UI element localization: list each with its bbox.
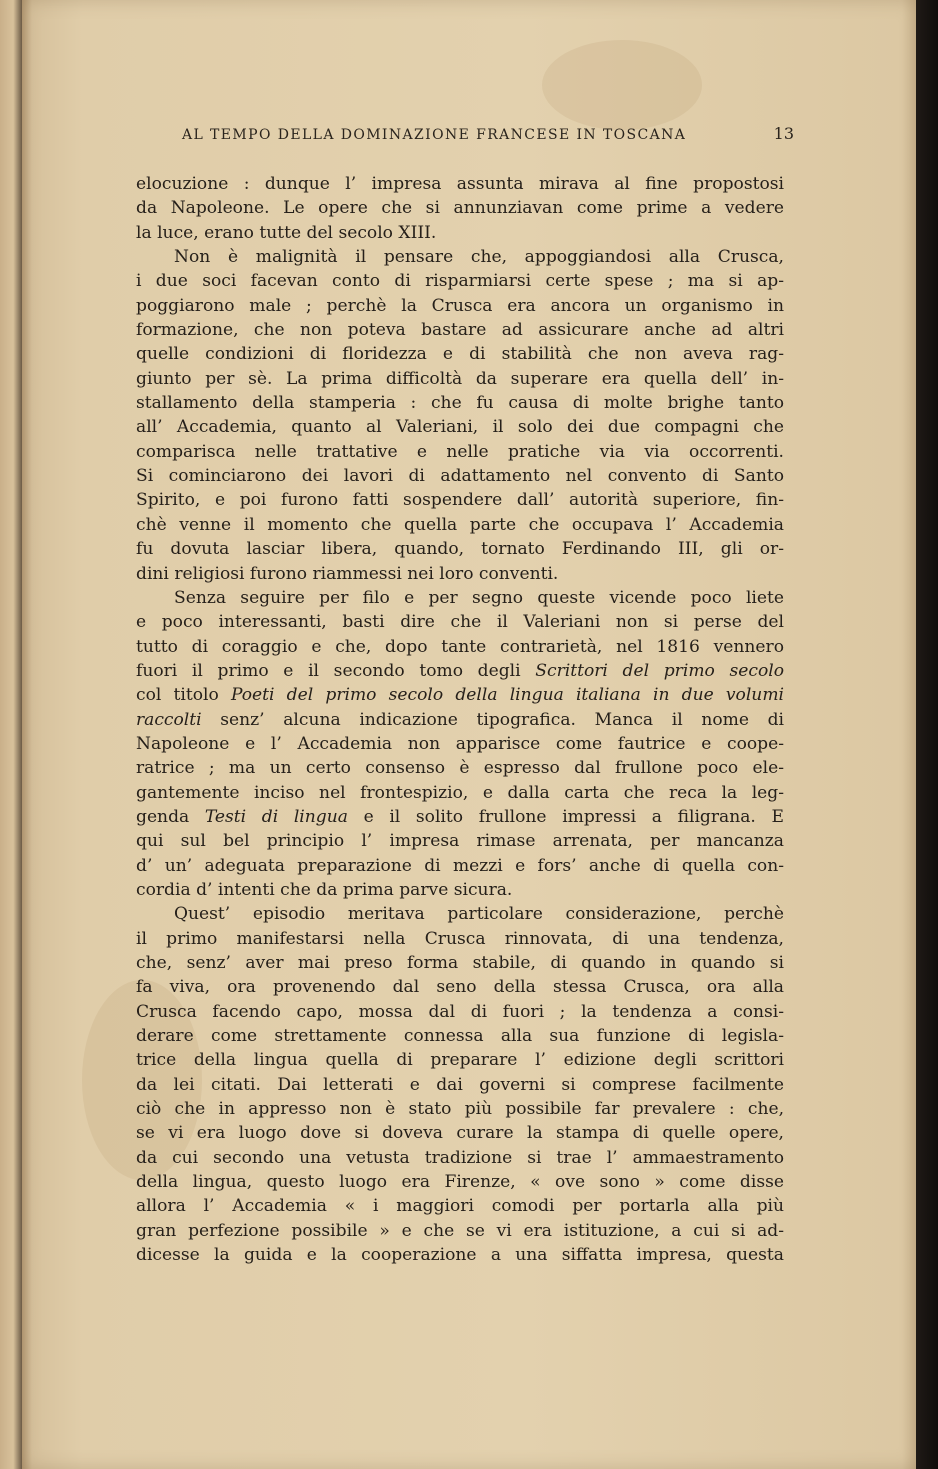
text-line: quelle condizioni di floridezza e di stabilità che non aveva rag-: [136, 344, 784, 365]
text-line: della lingua, questo luogo era Firenze, « ove sono » come disse: [136, 1172, 784, 1193]
text-line: Si cominciarono dei lavori di adattamento nel convento di Santo: [136, 466, 784, 487]
body-text: [136, 172, 784, 1267]
text-line: d’ un’ adeguata preparazione di mezzi e fors’ anche di quella con-: [136, 855, 784, 876]
facing-page-edge: [0, 0, 22, 1469]
text-line: Spirito, e poi furono fatti sospendere dall’ autorità superiore, fin-: [136, 490, 784, 511]
running-title: AL TEMPO DELLA DOMINAZIONE FRANCESE IN TOSCANA: [182, 127, 687, 143]
text-line: raccolti senz’ alcuna indicazione tipografica. Manca il nome di: [136, 709, 784, 730]
text-line: il primo manifestarsi nella Crusca rinnovata, di una tendenza,: [136, 928, 784, 949]
text-line: fuori il primo e il secondo tomo degli Scrittori del primo secolo: [136, 660, 784, 681]
italic-title: Testi di lingua: [204, 806, 348, 827]
text-line: genda Testi di lingua e il solito frullone impressi a filigrana. E: [136, 806, 784, 827]
text-line: poggiarono male ; perchè la Crusca era ancora un organismo in: [136, 295, 784, 316]
text-line: Senza seguire per filo e per segno queste vicende poco liete: [174, 587, 784, 608]
text-line: gran perfezione possibile » e che se vi era istituzione, a cui si ad-: [136, 1220, 784, 1241]
text-line: cordia d’ intenti che da prima parve sicura.: [136, 879, 513, 900]
text-line: all’ Accademia, quanto al Valeriani, il solo dei due compagni che: [136, 417, 784, 438]
running-header: [182, 124, 794, 143]
text-line: ciò che in appresso non è stato più possibile far prevalere : che,: [136, 1099, 784, 1120]
text-line: elocuzione : dunque l’ impresa assunta mirava al fine propostosi: [136, 174, 784, 194]
text-line: comparisca nelle trattative e nelle pratiche via via occorrenti.: [136, 441, 784, 462]
text-line: tutto di coraggio e che, dopo tante contrarietà, nel 1816 vennero: [136, 636, 784, 657]
italic-title: raccolti: [136, 709, 202, 730]
scan-border: [916, 0, 938, 1469]
text-line: derare come strettamente connessa alla sua funzione di legisla-: [136, 1026, 784, 1047]
text-line: dini religiosi furono riammessi nei loro conventi.: [136, 563, 559, 584]
text-line: fa viva, ora provenendo dal seno della stessa Crusca, ora alla: [136, 977, 784, 998]
text-line: se vi era luogo dove si doveva curare la stampa di quelle opere,: [136, 1123, 784, 1144]
page-number: 13: [773, 124, 794, 143]
text-line: qui sul bel principio l’ impresa rimase arrenata, per mancanza: [136, 831, 784, 852]
text-line: Napoleone e l’ Accademia non apparisce come fautrice e coope-: [136, 733, 784, 754]
text-line: i due soci facevan conto di risparmiarsi certe spese ; ma si ap-: [136, 271, 784, 292]
text-line: dicesse la guida e la cooperazione a una siffatta impresa, questa: [136, 1245, 784, 1266]
book-page: [22, 0, 918, 1469]
text-line: Crusca facendo capo, mossa dal di fuori ; la tendenza a consi-: [136, 1001, 784, 1022]
text-line: Non è malignità il pensare che, appoggiandosi alla Crusca,: [174, 247, 784, 268]
italic-title: Scrittori del primo secolo: [535, 660, 784, 681]
text-line: e poco interessanti, basti dire che il Valeriani non si perse del: [136, 612, 784, 633]
text-line: gantemente inciso nel frontespizio, e dalla carta che reca la leg-: [136, 782, 784, 803]
text-line: giunto per sè. La prima difficoltà da superare era quella dell’ in-: [136, 368, 784, 389]
text-line: che, senz’ aver mai preso forma stabile, di quando in quando si: [136, 953, 784, 973]
text-line: la luce, erano tutte del secolo XIII.: [136, 222, 437, 243]
text-line: Quest’ episodio meritava particolare considerazione, perchè: [174, 904, 784, 925]
text-line: da Napoleone. Le opere che si annunziavan come prime a vedere: [136, 198, 784, 219]
text-line: da lei citati. Dai letterati e dai governi si comprese facilmente: [136, 1074, 784, 1095]
text-line: formazione, che non poteva bastare ad assicurare anche ad altri: [136, 320, 784, 341]
text-line: fu dovuta lasciar libera, quando, tornato Ferdinando III, gli or-: [136, 539, 784, 560]
text-line: chè venne il momento che quella parte che occupava l’ Accademia: [136, 514, 784, 535]
text-line: trice della lingua quella di preparare l’ edizione degli scrittori: [136, 1050, 784, 1071]
text-line: col titolo Poeti del primo secolo della lingua italiana in due volumi: [136, 685, 784, 706]
text-line: ratrice ; ma un certo consenso è espresso dal frullone poco ele-: [136, 758, 784, 779]
paper-stain: [542, 40, 702, 130]
text-line: da cui secondo una vetusta tradizione si trae l’ ammaestramento: [136, 1147, 784, 1168]
text-line: allora l’ Accademia « i maggiori comodi per portarla alla più: [136, 1196, 784, 1217]
italic-title: Poeti del primo secolo della lingua italiana in due volumi: [230, 685, 784, 706]
text-line: stallamento della stamperia : che fu causa di molte brighe tanto: [136, 393, 784, 414]
